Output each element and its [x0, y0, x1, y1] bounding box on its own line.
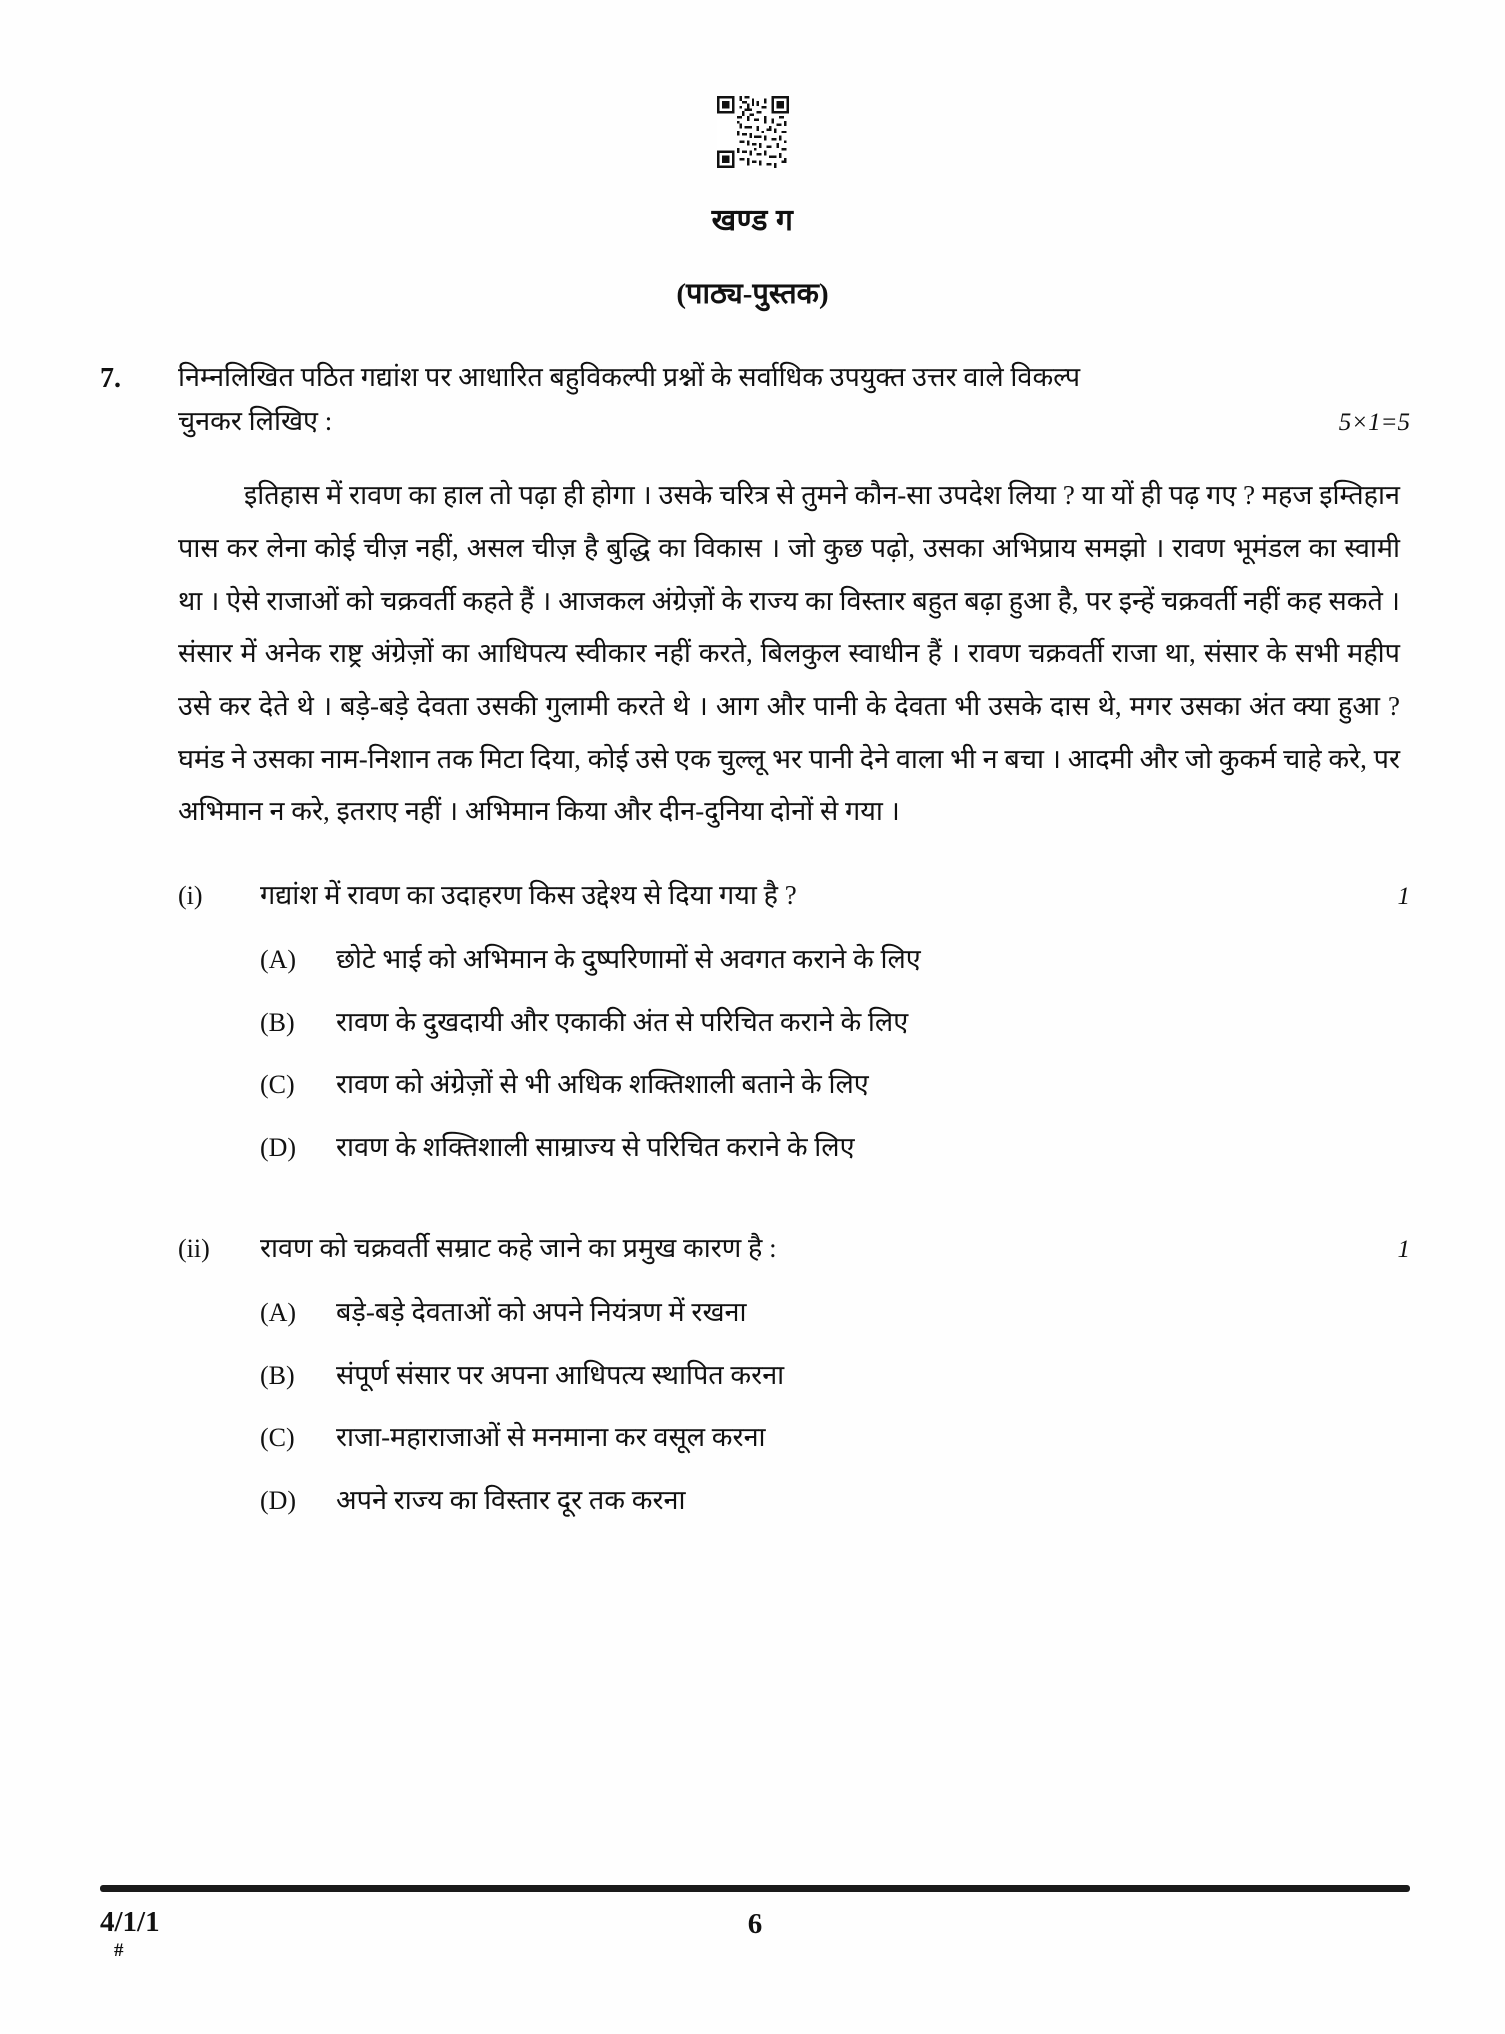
- sub-question-i-heading: [178, 874, 1410, 917]
- footer-row: [100, 1906, 1410, 1961]
- option-label: (D): [260, 1485, 297, 1515]
- sub-question-i-marks: 1: [1397, 882, 1410, 910]
- question-stem-line-2-row: [178, 400, 1410, 444]
- option-item[interactable]: [260, 1127, 1410, 1168]
- option-label: (C): [260, 1070, 295, 1100]
- question-marks: 5×1=5: [1338, 408, 1410, 436]
- reading-passage: इतिहास में रावण का हाल तो पढ़ा ही होगा । उसके चरित्र से तुमने कौन-सा उपदेश लिया ? या यों ही पढ़ गए ? महज इम्तिहान पास कर लेना कोई चीज़ नहीं, असल चीज़ है बुद्धि का विकास । जो कुछ पढ़ो, उसका अभिप्राय समझो । रावण भूमंडल का स्वामी था । ऐसे राजाओं को चक्रवर्ती कहते हैं । आजकल अंग्रेज़ों के राज्य का विस्तार बहुत बढ़ा हुआ है, पर इन्हें चक्रवर्ती नहीं कह सकते । संसार में अनेक राष्ट्र अंग्रेज़ों का आधिपत्य स्वीकार नहीं करते, बिलकुल स्वाधीन हैं । रावण चक्रवर्ती राजा था, संसार के सभी महीप उसे कर देते थे । बड़े-बड़े देवता उसकी गुलामी करते थे । आग और पानी के देवता भी उसके दास थे, मगर उसका अंत क्या हुआ ? घमंड ने उसका नाम-निशान तक मिटा दिया, कोई उसे एक चुल्लू भर पानी देने वाला भी न बचा । आदमी और जो कुकर्म चाहे करे, पर अभिमान न करे, इतराए नहीं । अभिमान किया और दीन-दुनिया दोनों से गया ।: [178, 480, 1400, 827]
- option-label: (B): [260, 1360, 295, 1390]
- sub-question-ii: [100, 1227, 1410, 1520]
- sub-question-i-label: (i): [178, 880, 203, 910]
- option-text: राजा-महाराजाओं से मनमाना कर वसूल करना: [336, 1422, 766, 1453]
- sub-question-ii-heading: [178, 1227, 1410, 1270]
- sub-question-i-text: गद्यांश में रावण का उदाहरण किस उद्देश्य से दिया गया है ?: [260, 879, 797, 910]
- question-stem-line-2: चुनकर लिखिए :: [178, 405, 333, 436]
- section-subtitle: (पाठ्य-पुस्तक): [676, 278, 829, 310]
- page-header: [0, 0, 1505, 312]
- page-footer: [0, 1885, 1505, 1961]
- section-title: खण्ड ग: [711, 204, 794, 237]
- sub-question-ii-marks: 1: [1397, 1236, 1410, 1264]
- question-stem: [178, 356, 1410, 443]
- option-item[interactable]: [260, 1002, 1410, 1043]
- sub-question-i-options: [178, 939, 1410, 1167]
- option-item[interactable]: [260, 939, 1410, 980]
- option-item[interactable]: [260, 1355, 1410, 1396]
- question-heading: [100, 356, 1410, 443]
- option-text: संपूर्ण संसार पर अपना आधिपत्य स्थापित करना: [336, 1359, 785, 1390]
- option-item[interactable]: [260, 1480, 1410, 1521]
- question-7-block: [0, 356, 1505, 1520]
- option-item[interactable]: [260, 1064, 1410, 1105]
- option-text: अपने राज्य का विस्तार दूर तक करना: [336, 1484, 686, 1515]
- sub-question-ii-text: रावण को चक्रवर्ती सम्राट कहे जाने का प्रमुख कारण है :: [260, 1233, 777, 1264]
- option-label: (B): [260, 1007, 295, 1037]
- sub-question-ii-label: (ii): [178, 1234, 210, 1264]
- option-label: (C): [260, 1423, 295, 1453]
- footer-divider: [100, 1885, 1410, 1892]
- option-label: (D): [260, 1132, 297, 1162]
- option-label: (A): [260, 1298, 297, 1328]
- page-number: 6: [747, 1908, 763, 1940]
- option-label: (A): [260, 945, 297, 975]
- qr-code-icon: [717, 96, 789, 168]
- option-item[interactable]: [260, 1417, 1410, 1458]
- option-text: छोटे भाई को अभिमान के दुष्परिणामों से अवगत कराने के लिए: [336, 944, 921, 975]
- option-text: रावण के शक्तिशाली साम्राज्य से परिचित कराने के लिए: [336, 1131, 855, 1162]
- sub-question-ii-options: [178, 1292, 1410, 1520]
- question-stem-line-1: निम्नलिखित पठित गद्यांश पर आधारित बहुविकल्पी प्रश्नों के सर्वाधिक उपयुक्त उत्तर वाले विकल्प: [178, 362, 1081, 392]
- paper-code: 4/1/1: [100, 1906, 160, 1938]
- question-number: 7.: [100, 363, 121, 394]
- option-text: बड़े-बड़े देवताओं को अपने नियंत्रण में रखना: [336, 1297, 747, 1328]
- sub-question-i: [100, 874, 1410, 1167]
- hash-mark: #: [114, 1940, 124, 1961]
- option-text: रावण के दुखदायी और एकाकी अंत से परिचित कराने के लिए: [336, 1006, 909, 1037]
- option-item[interactable]: [260, 1292, 1410, 1333]
- option-text: रावण को अंग्रेज़ों से भी अधिक शक्तिशाली बताने के लिए: [336, 1069, 869, 1100]
